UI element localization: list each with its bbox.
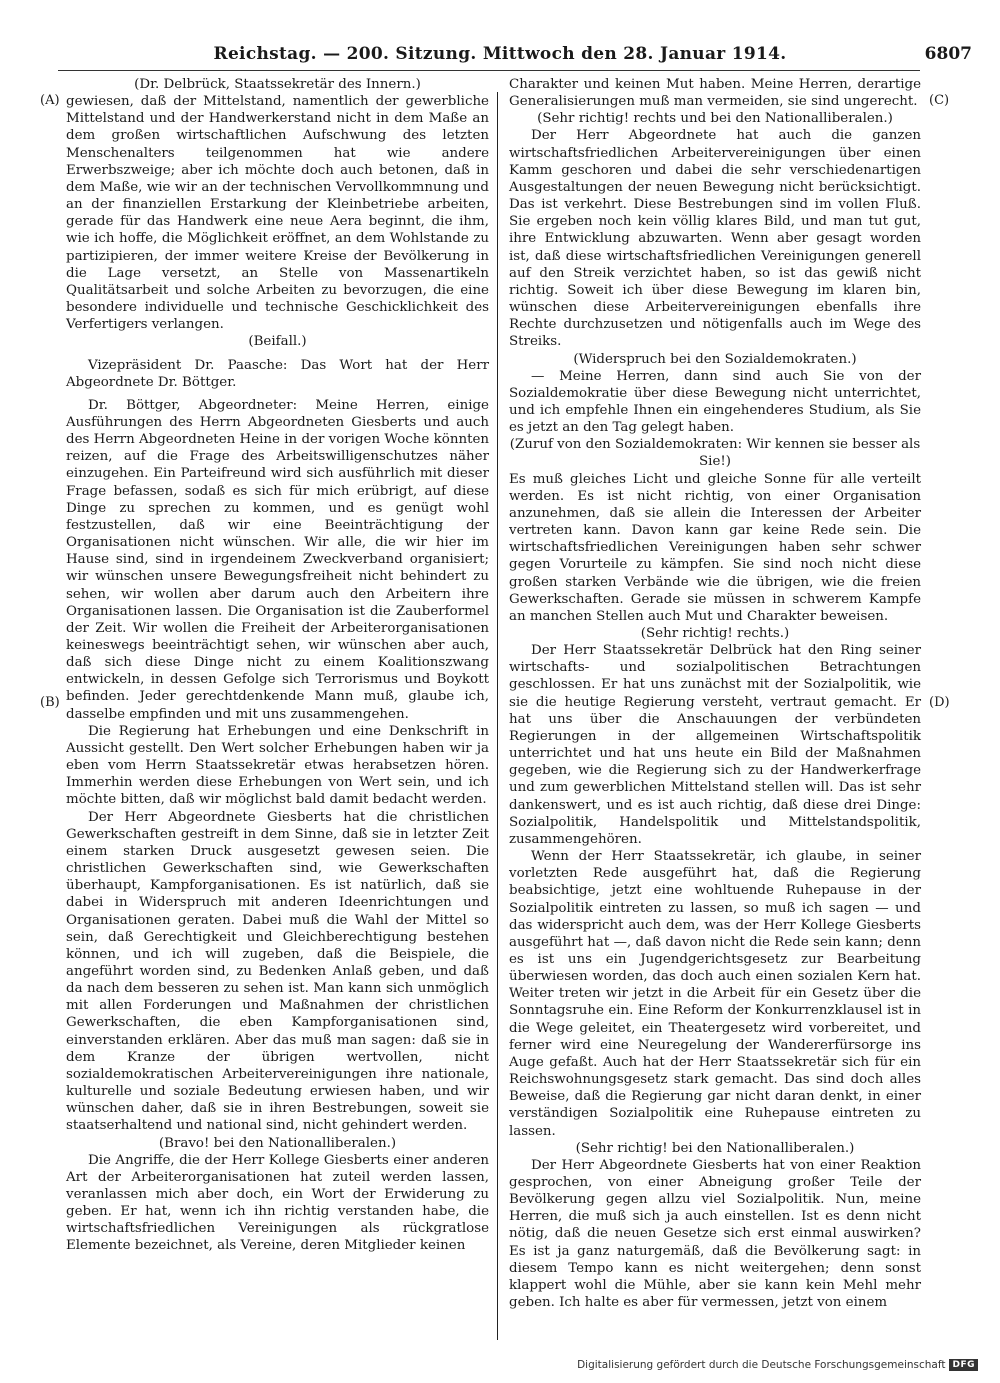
paragraph: Vizepräsident Dr. Paasche: Das Wort hat der Herr Abgeordnete Dr. Böttger. [66,357,489,390]
interjection: (Zuruf von den Sozialdemokraten: Wir kennen sie besser als Sie!) [509,437,921,470]
column-divider [497,92,498,1340]
footer-text: Digitalisierung gefördert durch die Deutsche Forschungsgemeinschaft [577,1359,946,1371]
paragraph: Die Angriffe, die der Herr Kollege Giesberts einer anderen Art der Arbeiterorganisationen hat zuteil werden lassen, veranlassen mich aber doch, ein Wort der Erwiderung zu geben. Er hat, wenn ich ihn richtig verstanden habe, die wirtschaftsfriedlichen Vereinigungen als rückgratlose Elemente bezeichnet, als Vereine, deren Mitglieder keinen [66,1152,489,1254]
paragraph: Die Regierung hat Erhebungen und eine Denkschrift in Aussicht gestellt. Den Wert solcher Erhebungen haben wir ja eben vom Herrn Staatssekretär etwas herabsetzen hören. Immerhin werden diese Erhebungen von Wert sein, und ich möchte bitten, daß wir möglichst bald damit bedacht werden. [66,723,489,808]
paragraph: — Meine Herren, dann sind auch Sie von der Sozialdemokratie über diese Bewegung nicht unterrichtet, und ich empfehle Ihnen ein eingehenderes Studium, als Sie es jetzt an den Tag gelegt haben. [509,368,921,436]
margin-mark-d: (D) [929,695,950,710]
interjection: (Widerspruch bei den Sozialdemokraten.) [573,351,857,367]
interjection: (Sehr richtig! rechts.) [640,626,790,641]
margin-mark-b: (B) [40,695,60,710]
dfg-logo: DFG [949,1359,978,1371]
running-header [0,44,1000,68]
right-column [509,76,921,1311]
paragraph: Charakter und keinen Mut haben. Meine Herren, derartige Generalisierungen muß man vermeiden, sie sind ungerecht. [509,77,921,110]
paragraph: Der Herr Abgeordnete Giesberts hat die christlichen Gewerkschaften gestreift in dem Sinne, daß sie in letzter Zeit einem starken Druck ausgesetzt gewesen seien. Die christlichen Gewerkschaften sind, wie Gewerkschaften überhaupt, Kampforganisationen. Es ist natürlich, daß sie dabei in Widerspruch mit anderen Ideenrichtungen und Organisationen geraten. Dabei muß die Wahl der Mittel so sein, daß Gerechtigkeit und Gleichberechtigung bestehen können, und ich will zugeben, daß die Beispiele, die angeführt worden sind, zu Bedenken Anlaß geben, und daß da nach dem besseren zu sehen ist. Man kann sich unmöglich mit allen Forderungen und Maßnahmen der christlichen Gewerkschaften, die eben Kampforganisationen sind, einverstanden erklären. Aber das muß man sagen: daß sie in dem Kranze der übrigen wertvollen, nicht sozialdemokratischen Arbeitervereinigungen ihre nationale, kulturelle und soziale Bedeutung erwiesen haben, und wir wünschen daher, daß sie in ihren Bestrebungen, soweit sie staatserhaltend und national sind, nicht gehindert werden. [66,809,489,1134]
paragraph: Dr. Böttger, Abgeordneter: Meine Herren, einige Ausführungen des Herrn Abgeordneten Giesberts und auch des Herrn Abgeordneten Heine in der vorigen Woche könnten reizen, auf die Frage des Arbeitswilligenschutzes näher einzugehen. Ein Parteifreund wird sich ausführlich mit dieser Frage befassen, sodaß es sich für mich erübrigt, auf diese Dinge zu sprechen zu kommen, und es genügt wohl festzustellen, daß wir eine Beeinträchtigung der Organisationen nicht wünschen. Wir alle, die wir hier im Hause sind, sind in irgendeinem Zweckverband organisiert; wir wünschen unsere Bewegungsfreiheit nicht behindert zu sehen, wir wollen aber darum auch den Arbeitern ihre Organisationen lassen. Die Organisation ist die Zauberformel der Zeit. Wir wollen die Freiheit der Arbeiterorganisationen keineswegs beeinträchtigt sehen, wir wünschen aber auch, daß sich diese Dinge nicht zu einem Koalitionszwang entwickeln, in dessen Gefolge sich Terrorismus und Boykott befinden. Jeder gerechtdenkende Mann muß, glaube ich, dasselbe empfinden und mit uns zusammengehen. [66,397,489,722]
margin-mark-c: (C) [929,93,950,108]
paragraph: Wenn der Herr Staatssekretär, ich glaube, in seiner vorletzten Rede ausgeführt hat, daß die Regierung beabsichtige, jetzt eine wohltuende Ruhepause in der Sozialpolitik eintreten zu lassen, so muß ich sagen — und das widerspricht auch dem, was der Herr Kollege Giesberts ausgeführt hat —, daß davon nicht die Rede sein kann; denn es ist uns ein Jugendgerichtsgesetz zur Bearbeitung überwiesen worden, das doch auch einen sozialen Kern hat. Weiter treten wir jetzt in die Arbeit für ein Gesetz über die Sonntagsruhe ein. Eine Reform der Konkurrenzklausel ist in die Wege geleitet, ein Theatergesetz wird vorbereitet, und ferner wird eine Neuregelung der Wandererfürsorge ins Auge gefaßt. Auch hat der Herr Staatssekretär sich für ein Reichswohnungsgesetz stark gemacht. Das sind doch alles Beweise, daß die Regierung gar nicht daran denkt, in einer verständigen Sozialpolitik eine Ruhepause eintreten zu lassen. [509,849,921,1139]
interjection: (Sehr richtig! rechts und bei den Nationalliberalen.) [537,111,893,127]
left-column [66,76,489,1255]
interjection: (Bravo! bei den Nationalliberalen.) [158,1135,397,1151]
header-title: Reichstag. — 200. Sitzung. Mittwoch den 28. Januar 1914. [213,44,787,64]
interjection: (Sehr richtig! bei den Nationalliberalen.) [575,1140,855,1156]
margin-mark-a: (A) [40,93,60,108]
paragraph: gewiesen, daß der Mittelstand, namentlich der gewerbliche Mittelstand und der Handwerkerstand nicht in dem Maße an dem großen wirtschaftlichen Aufschwung des letzten Menschenalters teilgenommen hat wie andere Erwerbszweige; aber ich möchte doch auch betonen, daß in dem Maße, wie wir an der technischen Vervollkommnung und an der finanziellen Erstarkung der Kleinbetriebe arbeiten, gerade für das Handwerk eine neue Aera beginnt, die ihm, wie ich hoffe, die Möglichkeit eröffnet, an dem Wohlstande zu partizipieren, der immer weitere Kreise der Bevölkerung in die Lage versetzt, an Stelle von Massenartikeln Qualitätsarbeit und solche Arbeiten zu bevorzugen, die eine besondere individuelle und technische Geschicklichkeit des Verfertigers verlangen. [66,94,489,333]
paragraph: Es muß gleiches Licht und gleiche Sonne für alle verteilt werden. Es ist nicht richtig, von einer Organisation anzunehmen, daß sie allein die Interessen der Arbeiter vertreten kann. Davon kann gar keine Rede sein. Die wirtschaftsfriedlichen Vereinigungen haben sehr schwer gegen Vorurteile zu kämpfen. Sie sind noch nicht diese großen starken Verbände wie die übrigen, wie die freien Gewerkschaften. Gerade sie müssen in schwerem Kampfe an manchen Stellen auch Mut und Charakter beweisen. [509,471,921,624]
header-rule [58,70,920,71]
paragraph: Der Herr Staatssekretär Delbrück hat den Ring seiner wirtschafts- und sozialpolitischen Betrachtungen geschlossen. Er hat uns zunächst mit der Sozialpolitik, wie sie die heutige Regierung versteht, vertraut gemacht. Er hat uns über die Anschauungen der verbündeten Regierungen in der allgemeinen Wirtschaftspolitik unterrichtet und hat uns heute ein Bild der Maßnahmen gegeben, wie die Regierung sich zu der Handwerkerfrage und zum gewerblichen Mittelstand stellen will. Das ist sehr dankenswert, und es ist auch richtig, daß diese drei Dinge: Sozialpolitik, Handelspolitik und Mittelstandspolitik, zusammengehören. [509,643,921,847]
paragraph: Der Herr Abgeordnete hat auch die ganzen wirtschaftsfriedlichen Arbeitervereinigungen über einen Kamm geschoren und dabei die sehr verschiedenartigen Ausgestaltungen der neuen Bewegung nicht berücksichtigt. Das ist verkehrt. Diese Bestrebungen sind im vollen Fluß. Sie ergeben noch kein völlig klares Bild, und man tut gut, ihre Entwicklung abzuwarten. Wenn aber gesagt worden ist, daß diese wirtschaftsfriedlichen Vereinigungen generell auf den Streik verzichtet haben, so ist das gewiß nicht richtig. Soweit ich über diese Bewegung im klaren bin, wünschen diese Arbeitervereinigungen ebenfalls ihre Rechte durchzusetzen und nötigenfalls auch im Wege des Streiks. [509,128,921,350]
footer-credit [577,1359,978,1371]
page-number: 6807 [924,44,972,64]
paragraph: Der Herr Abgeordnete Giesberts hat von einer Reaktion gesprochen, von einer Abneigung großer Teile der Bevölkerung gegen allzu viel Sozialpolitik. Nun, meine Herren, die muß sich ja auch einstellen. Ist es denn nicht nötig, daß die neuen Gesetze sich erst einmal auswirken? Es ist ja ganz naturgemäß, daß die Bevölkerung sagt: in diesem Tempo kann es nicht weitergehen; denn sonst klappert wohl die Mühle, aber sie kann kein Mehl mehr geben. Ich halte es aber für vermessen, jetzt von einem [509,1157,921,1311]
interjection: (Beifall.) [248,334,307,350]
speaker-note: (Dr. Delbrück, Staatssekretär des Innern.) [134,77,421,92]
